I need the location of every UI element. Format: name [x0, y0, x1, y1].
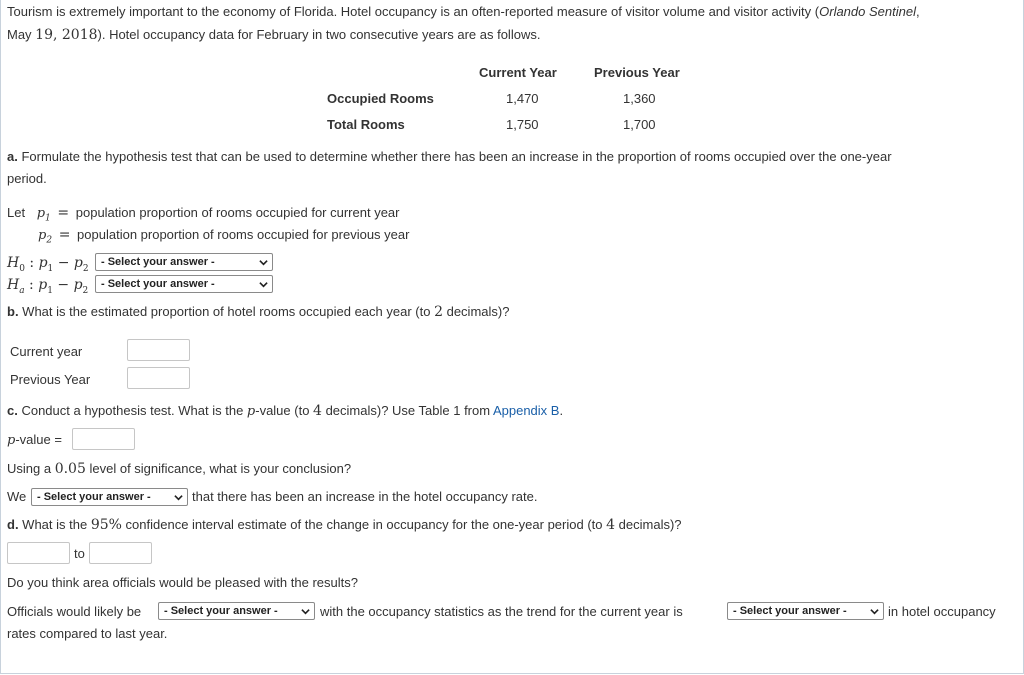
officials-end-text-2: rates compared to last year.: [7, 626, 168, 641]
chevron-down-icon: [259, 258, 268, 267]
intro-text: Tourism is extremely important to the economy of Florida. Hotel occupancy is an often-reported measure of visitor volume and visitor activity (: [7, 4, 820, 19]
part-d-num-2: 4: [606, 517, 616, 533]
let-p2-line: $p_2$ = population proportion of rooms occupied for previous year: [38, 227, 410, 246]
part-a-line-2: [7, 170, 47, 188]
let-p1-line: Let $p_1$ = population proportion of rooms occupied for current year: [7, 205, 400, 224]
we-label: We: [7, 489, 27, 504]
part-b-line: [7, 303, 509, 321]
table-row-label: Total Rooms: [327, 117, 405, 132]
chevron-down-icon: [301, 607, 310, 616]
chevron-down-icon: [870, 607, 879, 616]
part-b-text-end: decimals)?: [442, 304, 510, 319]
previous-year-label: Previous Year: [10, 372, 91, 387]
part-b-text: What is the estimated proportion of hotel rooms occupied each year (to: [18, 304, 435, 319]
ha-select-value: - Select your answer -: [101, 278, 215, 290]
intro-date-number: 19, 2018: [35, 27, 98, 43]
source-name: Orlando Sentinel: [819, 4, 916, 19]
we-end-text: that there has been an increase in the hotel occupancy rate.: [192, 489, 538, 504]
intro-text-2b: ). Hotel occupancy data for February in two consecutive years are as follows.: [97, 27, 541, 42]
ci-upper-input[interactable]: [89, 542, 152, 564]
officials-end-text: in hotel occupancy: [888, 604, 996, 619]
table-cell: 1,750: [506, 117, 539, 132]
h0-line: $H_0$ : $p_1 - p_2$: [7, 255, 89, 274]
pvalue-line: [7, 431, 62, 450]
sig-num: 0.05: [54, 461, 86, 477]
officials-mid-text: with the occupancy statistics as the trend for the current year is: [320, 604, 683, 619]
significance-line: [7, 460, 351, 478]
table-header-previous: Previous Year: [594, 65, 680, 80]
p2-definition: population proportion of rooms occupied for previous year: [77, 227, 410, 242]
trend-select[interactable]: [727, 602, 884, 620]
officials-question: Do you think area officials would be pleased with the results?: [7, 575, 358, 590]
part-d-line: [7, 516, 682, 534]
current-year-label: Current year: [10, 344, 83, 359]
part-a-line-1: [7, 148, 892, 166]
conclusion-select[interactable]: [31, 488, 188, 506]
part-c-text: Conduct a hypothesis test. What is the: [17, 403, 247, 418]
intro-punct: ,: [915, 4, 920, 19]
pvalue-label: -value =: [15, 432, 62, 447]
table-header-current: Current Year: [479, 65, 557, 80]
part-c-label: c.: [7, 403, 18, 418]
appendix-b-link[interactable]: Appendix B: [492, 403, 560, 418]
part-a-text-2: period.: [7, 171, 47, 186]
current-year-input[interactable]: [127, 339, 190, 361]
pvalue-input[interactable]: [72, 428, 135, 450]
table-cell: 1,700: [623, 117, 656, 132]
table-cell: 1,360: [623, 91, 656, 106]
ha-select[interactable]: [95, 275, 273, 293]
let-label: Let: [7, 205, 26, 220]
ha-line: $H_a$ : $p_1 - p_2$: [7, 277, 89, 296]
p1-definition: population proportion of rooms occupied for current year: [75, 205, 400, 220]
part-c-text-2: -value (to: [255, 403, 314, 418]
to-label: to: [74, 546, 85, 561]
part-d-label: d.: [7, 517, 19, 532]
conclusion-select-value: - Select your answer -: [37, 491, 151, 503]
sig-text-end: level of significance, what is your conclusion?: [85, 461, 352, 476]
part-d-text-end: decimals)?: [615, 517, 682, 532]
intro-line-1: [7, 3, 920, 21]
officials-select-value: - Select your answer -: [164, 605, 278, 617]
p-symbol: p: [7, 433, 16, 448]
chevron-down-icon: [259, 280, 268, 289]
part-b-num: 2: [434, 304, 443, 320]
part-d-text: What is the: [18, 517, 91, 532]
intro-text-2a: May: [7, 27, 36, 42]
part-b-label: b.: [7, 304, 19, 319]
part-c-line: [7, 402, 563, 421]
officials-label: Officials would likely be: [7, 604, 142, 619]
part-c-text-3: decimals)? Use Table 1 from: [321, 403, 493, 418]
officials-select[interactable]: [158, 602, 315, 620]
p-symbol: p: [246, 404, 256, 419]
table-row-label: Occupied Rooms: [327, 91, 434, 106]
part-d-num: 95%: [90, 517, 122, 533]
ci-lower-input[interactable]: [7, 542, 70, 564]
part-d-text-2: confidence interval estimate of the change in occupancy for the one-year period (to: [121, 517, 607, 532]
previous-year-input[interactable]: [127, 367, 190, 389]
part-c-num: 4: [313, 403, 322, 419]
table-cell: 1,470: [506, 91, 539, 106]
part-a-label: a.: [7, 149, 18, 164]
part-c-text-end: .: [559, 403, 564, 418]
part-a-text: Formulate the hypothesis test that can be used to determine whether there has been an increase in the proportion of rooms occupied over the one-year: [17, 149, 892, 164]
trend-select-value: - Select your answer -: [733, 605, 847, 617]
intro-line-2: [7, 26, 540, 44]
h0-select[interactable]: [95, 253, 273, 271]
h0-select-value: - Select your answer -: [101, 256, 215, 268]
chevron-down-icon: [174, 493, 183, 502]
sig-text: Using a: [7, 461, 55, 476]
